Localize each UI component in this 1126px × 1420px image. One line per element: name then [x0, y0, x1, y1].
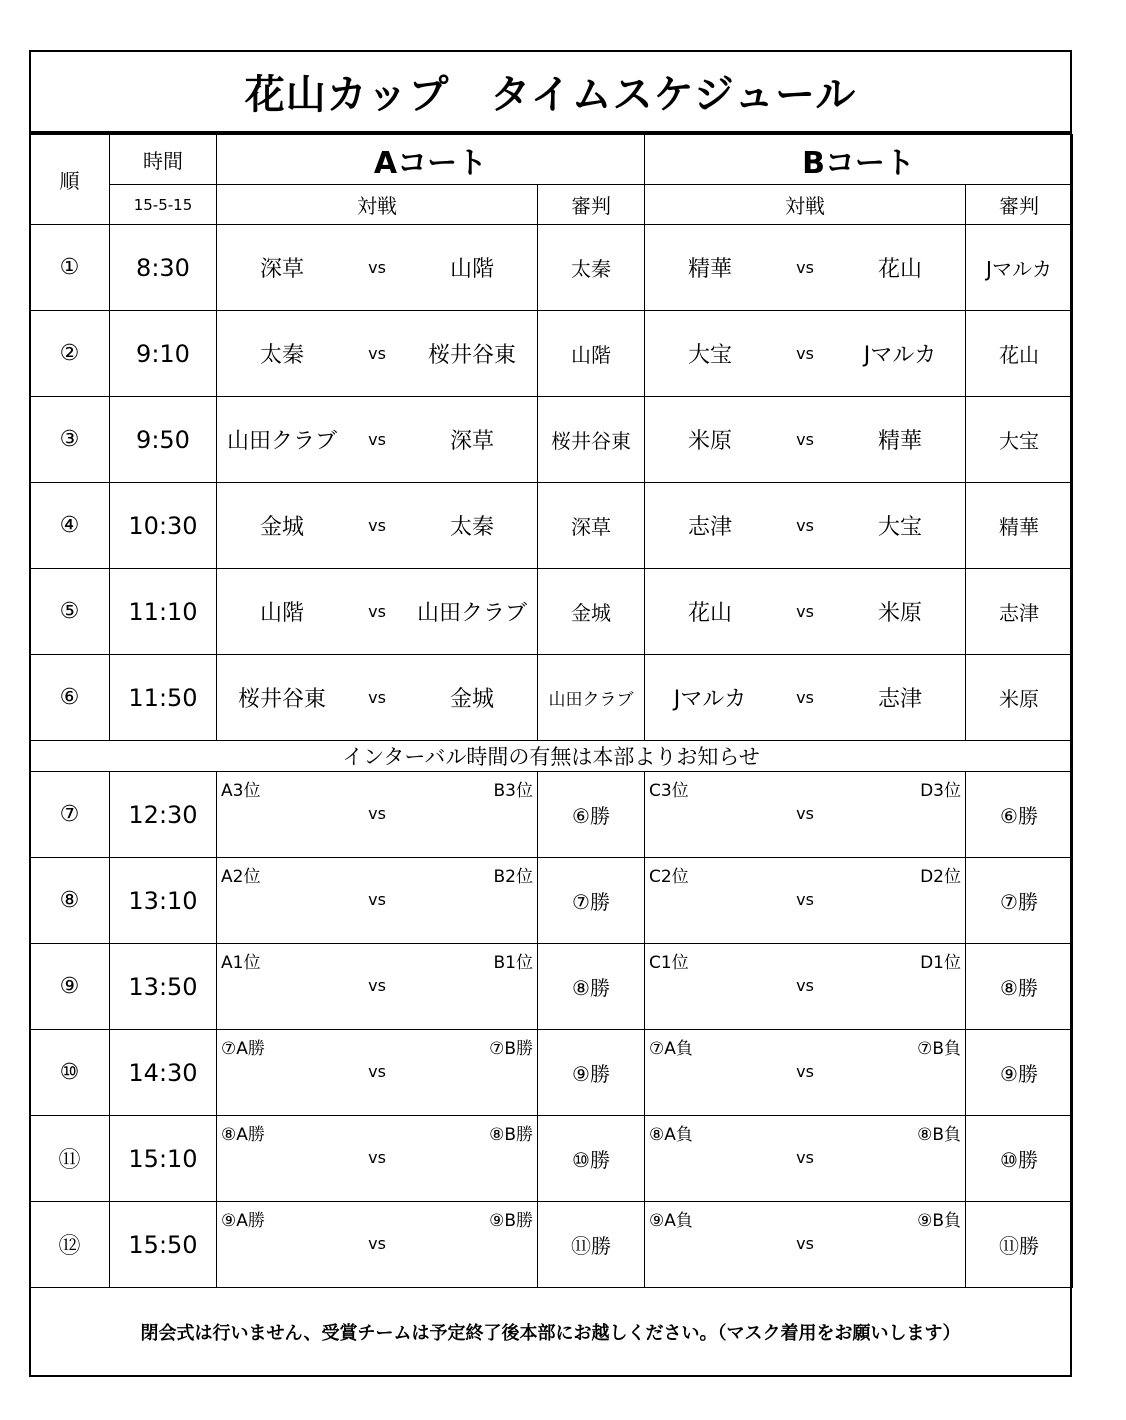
match-time: 11:50	[110, 655, 217, 741]
court-a-away-slot: ⑨B勝	[489, 1211, 533, 1231]
match-number: ⑥	[30, 655, 110, 741]
vs-label: vs	[368, 258, 386, 277]
league-row	[30, 569, 1073, 655]
court-a-home-slot: ⑨A勝	[221, 1211, 265, 1231]
court-a-match	[217, 655, 538, 741]
court-a-home-team: 桜井谷東	[237, 687, 326, 712]
match-time: 15:10	[110, 1116, 217, 1202]
court-a-away-slot: ⑦B勝	[489, 1039, 533, 1059]
court-b-referee: ⑧勝	[966, 944, 1073, 1030]
vs-label: vs	[368, 1234, 386, 1253]
time-header: 時間	[110, 135, 217, 185]
court-a-referee: ⑪勝	[538, 1202, 645, 1288]
court-b-referee: 米原	[966, 655, 1073, 741]
court-a-away-team: 山田クラブ	[416, 601, 527, 626]
match-number: ⑨	[30, 944, 110, 1030]
court-a-away-team: 山階	[449, 257, 494, 282]
interval-notice: インターバル時間の有無は本部よりお知らせ	[30, 741, 1073, 772]
match-time: 10:30	[110, 483, 217, 569]
court-b-away-team: 大宝	[877, 515, 922, 540]
vs-label: vs	[796, 976, 814, 995]
court-b-home-slot: ⑧A負	[649, 1125, 693, 1145]
court-a-away-slot: B1位	[493, 953, 533, 973]
court-b-away-slot: D3位	[920, 781, 961, 801]
league-row	[30, 483, 1073, 569]
court-a-referee: 深草	[538, 483, 645, 569]
court-b-away-slot: ⑧B負	[917, 1125, 961, 1145]
court-a-referee-header: 審判	[538, 185, 645, 225]
match-time: 14:30	[110, 1030, 217, 1116]
court-b-header: Bコート	[645, 135, 1073, 185]
court-a-home-slot: ⑦A勝	[221, 1039, 265, 1059]
court-b-match-header: 対戦	[645, 185, 966, 225]
court-a-home-slot: A3位	[221, 781, 261, 801]
court-b-referee: 大宝	[966, 397, 1073, 483]
court-b-referee: ⑨勝	[966, 1030, 1073, 1116]
court-a-home-slot: A2位	[221, 867, 261, 887]
court-a-referee: ⑨勝	[538, 1030, 645, 1116]
court-a-match	[217, 397, 538, 483]
match-time: 13:10	[110, 858, 217, 944]
court-a-away-team: 太秦	[449, 515, 494, 540]
knockout-row	[30, 944, 1073, 1030]
vs-label: vs	[796, 430, 814, 449]
match-time: 11:10	[110, 569, 217, 655]
court-b-home-slot: ⑦A負	[649, 1039, 693, 1059]
vs-label: vs	[796, 602, 814, 621]
vs-label: vs	[796, 1234, 814, 1253]
court-a-referee: ⑩勝	[538, 1116, 645, 1202]
knockout-row	[30, 1116, 1073, 1202]
order-header: 順	[30, 135, 110, 225]
court-a-home-team: 山田クラブ	[226, 429, 337, 454]
match-number: ⑤	[30, 569, 110, 655]
court-b-home-team: 米原	[687, 429, 732, 454]
court-a-match	[217, 858, 538, 944]
vs-label: vs	[368, 890, 386, 909]
match-number: ⑦	[30, 772, 110, 858]
court-b-referee: ⑥勝	[966, 772, 1073, 858]
court-b-away-team: 米原	[877, 601, 922, 626]
interval-notice-row	[30, 741, 1073, 772]
court-b-match	[645, 1202, 966, 1288]
vs-label: vs	[368, 430, 386, 449]
match-time: 13:50	[110, 944, 217, 1030]
vs-label: vs	[796, 258, 814, 277]
court-b-home-slot: C3位	[649, 781, 689, 801]
vs-label: vs	[796, 344, 814, 363]
match-time: 9:50	[110, 397, 217, 483]
vs-label: vs	[796, 1062, 814, 1081]
court-a-referee: 桜井谷東	[538, 397, 645, 483]
knockout-row	[30, 1030, 1073, 1116]
court-b-match	[645, 225, 966, 311]
vs-label: vs	[368, 1148, 386, 1167]
court-b-match	[645, 858, 966, 944]
court-a-home-team: 山階	[259, 601, 304, 626]
court-b-match	[645, 944, 966, 1030]
vs-label: vs	[796, 1148, 814, 1167]
court-b-referee: ⑪勝	[966, 1202, 1073, 1288]
court-a-match	[217, 1202, 538, 1288]
court-a-referee: ⑥勝	[538, 772, 645, 858]
court-a-away-slot: ⑧B勝	[489, 1125, 533, 1145]
match-number: ⑪	[30, 1116, 110, 1202]
court-b-match	[645, 1030, 966, 1116]
court-a-referee: ⑦勝	[538, 858, 645, 944]
court-b-away-slot: D2位	[920, 867, 961, 887]
knockout-row	[30, 1202, 1073, 1288]
court-b-away-slot: ⑦B負	[917, 1039, 961, 1059]
court-a-referee: 山田クラブ	[538, 655, 645, 741]
match-number: ②	[30, 311, 110, 397]
vs-label: vs	[796, 516, 814, 535]
court-a-referee: 太秦	[538, 225, 645, 311]
court-b-home-team: Jマルカ	[673, 687, 747, 712]
page-title: 花山カップ タイムスケジュール	[31, 52, 1070, 134]
league-row	[30, 311, 1073, 397]
match-number: ⑧	[30, 858, 110, 944]
court-b-match	[645, 397, 966, 483]
match-number: ③	[30, 397, 110, 483]
match-time: 12:30	[110, 772, 217, 858]
court-a-home-slot: ⑧A勝	[221, 1125, 265, 1145]
league-row	[30, 397, 1073, 483]
court-b-match	[645, 772, 966, 858]
date-label: 15-5-15	[110, 185, 217, 225]
court-a-match	[217, 772, 538, 858]
court-a-match-header: 対戦	[217, 185, 538, 225]
court-a-home-team: 金城	[259, 515, 304, 540]
court-a-match	[217, 1030, 538, 1116]
vs-label: vs	[796, 688, 814, 707]
court-a-match	[217, 944, 538, 1030]
court-a-away-team: 桜井谷東	[427, 343, 516, 368]
court-b-home-team: 花山	[687, 601, 732, 626]
court-a-header: Aコート	[217, 135, 645, 185]
court-a-referee: 山階	[538, 311, 645, 397]
court-a-match	[217, 483, 538, 569]
court-b-home-team: 精華	[687, 257, 732, 282]
vs-label: vs	[368, 516, 386, 535]
footer-note: 閉会式は行いません、受賞チームは予定終了後本部にお越しください。（マスク着用をお願いします）	[140, 1323, 961, 1344]
match-number: ①	[30, 225, 110, 311]
court-b-match	[645, 1116, 966, 1202]
court-a-away-slot: B2位	[493, 867, 533, 887]
court-a-referee: 金城	[538, 569, 645, 655]
court-a-match	[217, 569, 538, 655]
court-b-home-slot: C2位	[649, 867, 689, 887]
vs-label: vs	[368, 688, 386, 707]
court-b-away-team: 花山	[877, 257, 922, 282]
court-a-home-team: 太秦	[259, 343, 304, 368]
court-b-match	[645, 311, 966, 397]
vs-label: vs	[368, 602, 386, 621]
match-time: 9:10	[110, 311, 217, 397]
court-a-home-team: 深草	[259, 257, 304, 282]
court-a-match	[217, 225, 538, 311]
match-time: 8:30	[110, 225, 217, 311]
knockout-row	[30, 858, 1073, 944]
court-b-away-slot: D1位	[920, 953, 961, 973]
knockout-row	[30, 772, 1073, 858]
match-time: 15:50	[110, 1202, 217, 1288]
court-b-referee: ⑦勝	[966, 858, 1073, 944]
court-a-match	[217, 1116, 538, 1202]
court-b-match	[645, 483, 966, 569]
court-b-away-slot: ⑨B負	[917, 1211, 961, 1231]
court-b-home-slot: ⑨A負	[649, 1211, 693, 1231]
match-number: ④	[30, 483, 110, 569]
court-b-match	[645, 569, 966, 655]
court-a-away-slot: B3位	[493, 781, 533, 801]
court-a-home-slot: A1位	[221, 953, 261, 973]
court-a-away-team: 金城	[449, 687, 494, 712]
court-a-away-team: 深草	[449, 429, 494, 454]
court-b-referee: 精華	[966, 483, 1073, 569]
match-number: ⑫	[30, 1202, 110, 1288]
vs-label: vs	[368, 344, 386, 363]
vs-label: vs	[368, 976, 386, 995]
court-b-away-team: Jマルカ	[863, 343, 937, 368]
league-row	[30, 655, 1073, 741]
court-b-referee-header: 審判	[966, 185, 1073, 225]
schedule-sheet	[29, 50, 1072, 1377]
league-row	[30, 225, 1073, 311]
court-b-referee: ⑩勝	[966, 1116, 1073, 1202]
match-number: ⑩	[30, 1030, 110, 1116]
court-b-referee: Jマルカ	[966, 225, 1073, 311]
court-a-referee: ⑧勝	[538, 944, 645, 1030]
schedule-table	[29, 134, 1073, 1288]
court-b-referee: 花山	[966, 311, 1073, 397]
vs-label: vs	[796, 890, 814, 909]
court-b-home-team: 志津	[687, 515, 732, 540]
vs-label: vs	[796, 804, 814, 823]
vs-label: vs	[368, 804, 386, 823]
court-b-home-slot: C1位	[649, 953, 689, 973]
vs-label: vs	[368, 1062, 386, 1081]
court-b-away-team: 精華	[877, 429, 922, 454]
court-b-match	[645, 655, 966, 741]
court-b-home-team: 大宝	[687, 343, 732, 368]
court-a-match	[217, 311, 538, 397]
court-b-away-team: 志津	[877, 687, 922, 712]
court-b-referee: 志津	[966, 569, 1073, 655]
